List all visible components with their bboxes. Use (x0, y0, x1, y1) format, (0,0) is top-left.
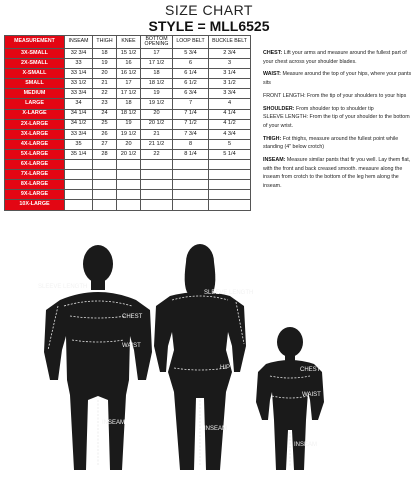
table-cell: 33 3/4 (65, 129, 93, 139)
table-cell: 33 1/4 (65, 69, 93, 79)
table-cell: 16 1/2 (117, 69, 141, 79)
man-inseam-label: INSEAM (102, 420, 126, 426)
table-cell: 7 3/4 (173, 129, 209, 139)
style-number: STYLE = MLL6525 (148, 18, 270, 34)
column-header: THIGH (93, 36, 117, 49)
table-cell: 24 (93, 109, 117, 119)
table-cell: 20 1/2 (117, 149, 141, 159)
table-cell: 35 1/4 (65, 149, 93, 159)
table-cell: 17 1/2 (141, 59, 173, 69)
table-cell: 21 1/2 (141, 139, 173, 149)
table-cell: 2 3/4 (209, 49, 251, 59)
table-cell: 25 (93, 119, 117, 129)
size-label: 3X-SMALL (5, 49, 65, 59)
instruction-term: CHEST: (263, 50, 283, 56)
table-cell: 17 (141, 49, 173, 59)
table-cell: 8 (173, 139, 209, 149)
instruction-term: SHOULDER: (263, 105, 295, 112)
table-cell: 21 (93, 79, 117, 89)
column-header: KNEE (117, 36, 141, 49)
table-cell: 33 3/4 (65, 89, 93, 99)
column-header: BUCKLE BELT (209, 36, 251, 49)
woman-hip-label: HIP (220, 365, 231, 371)
table-cell: 6 (173, 59, 209, 69)
table-cell: 23 (93, 99, 117, 109)
child-chest-label: CHEST (300, 367, 321, 373)
instruction-text: FRONT LENGTH: From the tip of your shoulders to your hips (263, 92, 407, 99)
table-cell: 5 1/4 (209, 149, 251, 159)
table-cell: 6 1/4 (173, 69, 209, 79)
size-label: 2X-SMALL (5, 59, 65, 69)
instruction-text: Measure around the top of your hips, where your pants sits (263, 71, 412, 87)
table-cell: 16 (117, 59, 141, 69)
size-label: LARGE (5, 99, 65, 109)
size-label: 6X-LARGE (5, 160, 65, 170)
table-cell: 20 1/2 (141, 119, 173, 129)
table-cell: 20 (141, 109, 173, 119)
size-label: 10X-LARGE (5, 200, 65, 210)
table-cell: 5 (209, 139, 251, 149)
table-cell: 33 (65, 59, 93, 69)
instruction-text: Lift your arms and measure around the fullest part of your chest across your shoulder blades. (263, 50, 407, 65)
column-header: BOTTOM OPENING (141, 36, 173, 49)
size-label: X-SMALL (5, 69, 65, 79)
table-cell: 19 (117, 119, 141, 129)
size-label: X-LARGE (5, 109, 65, 119)
table-cell: 35 (65, 139, 93, 149)
table-cell: 34 1/2 (65, 119, 93, 129)
table-cell: 18 (141, 69, 173, 79)
table-cell: 5 3/4 (173, 49, 209, 59)
table-cell: 20 (117, 139, 141, 149)
instruction-text: From shoulder top to shoulder tip (295, 105, 374, 112)
table-cell: 15 1/2 (117, 49, 141, 59)
table-cell: 19 (93, 59, 117, 69)
instruction-term: WAIST: (263, 71, 281, 78)
woman-inseam-label: INSEAM (204, 426, 228, 432)
table-cell: 22 (93, 89, 117, 99)
table-cell: 21 (141, 129, 173, 139)
instruction-text: SLEEVE LENGTH: From the tip of your shoulder to the bottom of your wrist. (263, 114, 410, 129)
page-title: SIZE CHART (165, 2, 253, 18)
woman-sleeve-length-label: SLEEVE LENGTH (204, 290, 254, 296)
size-label: SMALL (5, 79, 65, 89)
table-cell: 4 1/4 (209, 109, 251, 119)
table-cell: 32 3/4 (65, 49, 93, 59)
size-label: 8X-LARGE (5, 180, 65, 190)
table-cell: 4 1/2 (209, 119, 251, 129)
size-label: MEDIUM (5, 89, 65, 99)
table-cell: 20 (93, 69, 117, 79)
table-cell: 26 (93, 129, 117, 139)
child-inseam-label: INSEAM (294, 442, 318, 448)
table-cell: 34 1/4 (65, 109, 93, 119)
table-cell: 8 1/4 (173, 149, 209, 159)
table-cell: 17 1/2 (117, 89, 141, 99)
table-cell: 34 (65, 99, 93, 109)
table-cell: 19 1/2 (117, 129, 141, 139)
man-sleeve-length-label: SLEEVE LENGTH (38, 284, 88, 290)
instruction-term: THIGH: (263, 135, 282, 142)
table-cell: 33 1/2 (65, 79, 93, 89)
table-cell: 18 (93, 49, 117, 59)
table-cell: 28 (93, 149, 117, 159)
column-header: INSEAM (65, 36, 93, 49)
table-cell: 3 1/2 (209, 79, 251, 89)
man-chest-label: CHEST (122, 314, 143, 320)
table-cell: 19 (141, 89, 173, 99)
table-cell: 27 (93, 139, 117, 149)
table-cell: 3 3/4 (209, 89, 251, 99)
instruction-term: INSEAM: (263, 157, 286, 164)
size-label: 5X-LARGE (5, 149, 65, 159)
measurement-header: MEASUREMENT (5, 36, 65, 49)
table-cell: 18 1/2 (117, 109, 141, 119)
size-label: 9X-LARGE (5, 190, 65, 200)
table-cell: 7 (173, 99, 209, 109)
size-label: 2X-LARGE (5, 119, 65, 129)
instruction-text: Fot thighs, measure around the fullest point while standing (4" below crotch) (263, 135, 399, 151)
child-silhouette (256, 327, 324, 470)
table-cell: 4 (209, 99, 251, 109)
table-cell: 7 1/4 (173, 109, 209, 119)
table-cell: 3 1/4 (209, 69, 251, 79)
size-label: 4X-LARGE (5, 139, 65, 149)
table-cell: 7 1/2 (173, 119, 209, 129)
table-cell: 18 (117, 99, 141, 109)
table-cell: 19 1/2 (141, 99, 173, 109)
table-cell: 6 1/2 (173, 79, 209, 89)
instruction-text: Measure similar pants that fir you well. Lay them flat, with the front and back creased smooth. measure along the inseam from crotch to the bottom of the leg hem along the inseam. (263, 157, 411, 190)
size-label: 7X-LARGE (5, 170, 65, 180)
table-cell: 4 3/4 (209, 129, 251, 139)
man-waist-label: WAIST (122, 343, 141, 349)
table-cell: 17 (117, 79, 141, 89)
table-cell: 18 1/2 (141, 79, 173, 89)
table-cell: 3 (209, 59, 251, 69)
table-cell: 6 3/4 (173, 89, 209, 99)
child-waist-label: WAIST (302, 392, 321, 398)
size-label: 3X-LARGE (5, 129, 65, 139)
table-cell: 22 (141, 149, 173, 159)
column-header: LOOP BELT (173, 36, 209, 49)
